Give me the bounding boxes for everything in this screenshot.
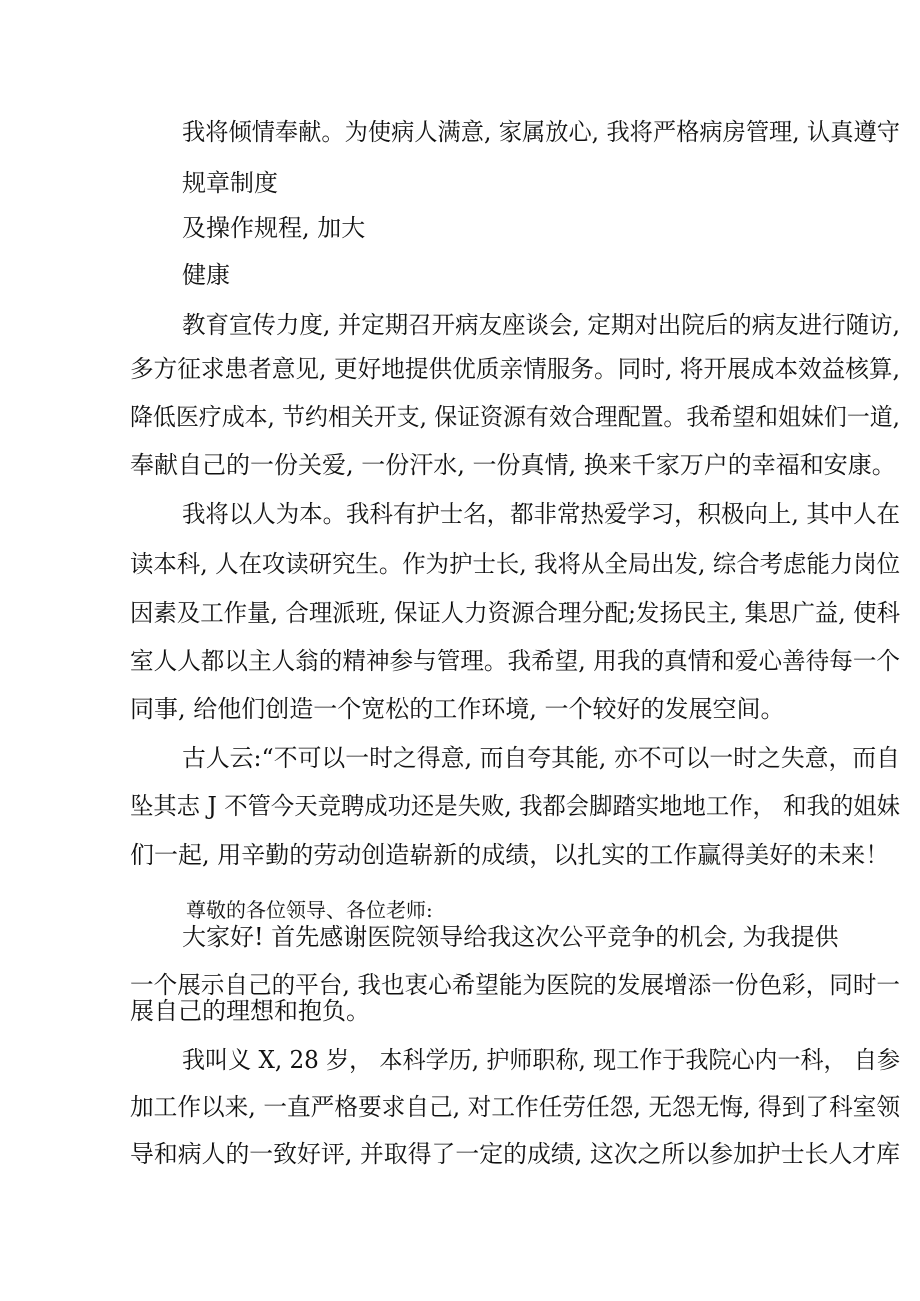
text-line: 因素及工作量, 合理派班, 保证人力资源合理分配;发扬民主, 集思广益, 使科 [130, 599, 901, 627]
text-line: 读本科, 人在攻读研究生。作为护士长, 我将从全局出发, 综合考虑能力岗位 [130, 550, 901, 578]
text-line: 奉献自己的一份关爱, 一份汗水, 一份真情, 换来千家万户的幸福和安康。 [130, 451, 896, 479]
text-line: 大家好! 首先感谢医院领导给我这次公平竞争的机会, 为我提供 [182, 923, 839, 951]
text-line: 我将倾情奉献。为使病人满意, 家属放心, 我将严格病房管理, 认真遵守 [182, 118, 900, 146]
text-line: 我将以人为本。我科有护士名，都非常热爱学习，积极向上, 其中人在 [182, 500, 900, 528]
text-line: 们一起, 用辛勤的劳动创造崭新的成绩，以扎实的工作赢得美好的未来！ [130, 841, 890, 869]
text-line: 规章制度 [182, 169, 278, 197]
text-line: 室人人都以主人翁的精神参与管理。我希望, 用我的真情和爱心善待每一个 [130, 647, 901, 675]
text-line: 及操作规程, 加大 [182, 214, 366, 242]
salutation: 尊敬的各位领导、各位老师: [186, 898, 433, 922]
text-line: 古人云:“不可以一时之得意, 而自夸其能, 亦不可以一时之失意，而自 [182, 744, 901, 772]
text-line: 健康 [182, 261, 230, 289]
text-line: 教育宣传力度, 并定期召开病友座谈会, 定期对出院后的病友进行随访, [182, 311, 901, 339]
text-line: 展自己的理想和抱负。 [130, 997, 370, 1025]
text-line: 多方征求患者意见, 更好地提供优质亲情服务。同时, 将开展成本效益核算, [130, 355, 901, 383]
text-line: 一个展示自己的平台, 我也衷心希望能为医院的发展增添一份色彩，同时一 [130, 971, 901, 999]
text-line: 同事, 给他们创造一个宽松的工作环境, 一个较好的发展空间。 [130, 695, 785, 723]
text-line: 降低医疗成本, 节约相关开支, 保证资源有效合理配置。我希望和姐妹们一道, [130, 403, 900, 431]
text-line: 导和病人的一致好评, 并取得了一定的成绩, 这次之所以参加护士长人才库 [130, 1140, 901, 1168]
text-line: 加工作以来, 一直严格要求自己, 对工作任劳任怨, 无怨无悔, 得到了科室领 [130, 1093, 901, 1121]
text-line: 我叫义 X, 28 岁， 本科学历, 护师职称, 现工作于我院心内一科， 自参 [182, 1046, 901, 1074]
text-line: 坠其志 J 不管今天竞聘成功还是失败, 我都会脚踏实地地工作， 和我的姐妹 [130, 792, 900, 820]
